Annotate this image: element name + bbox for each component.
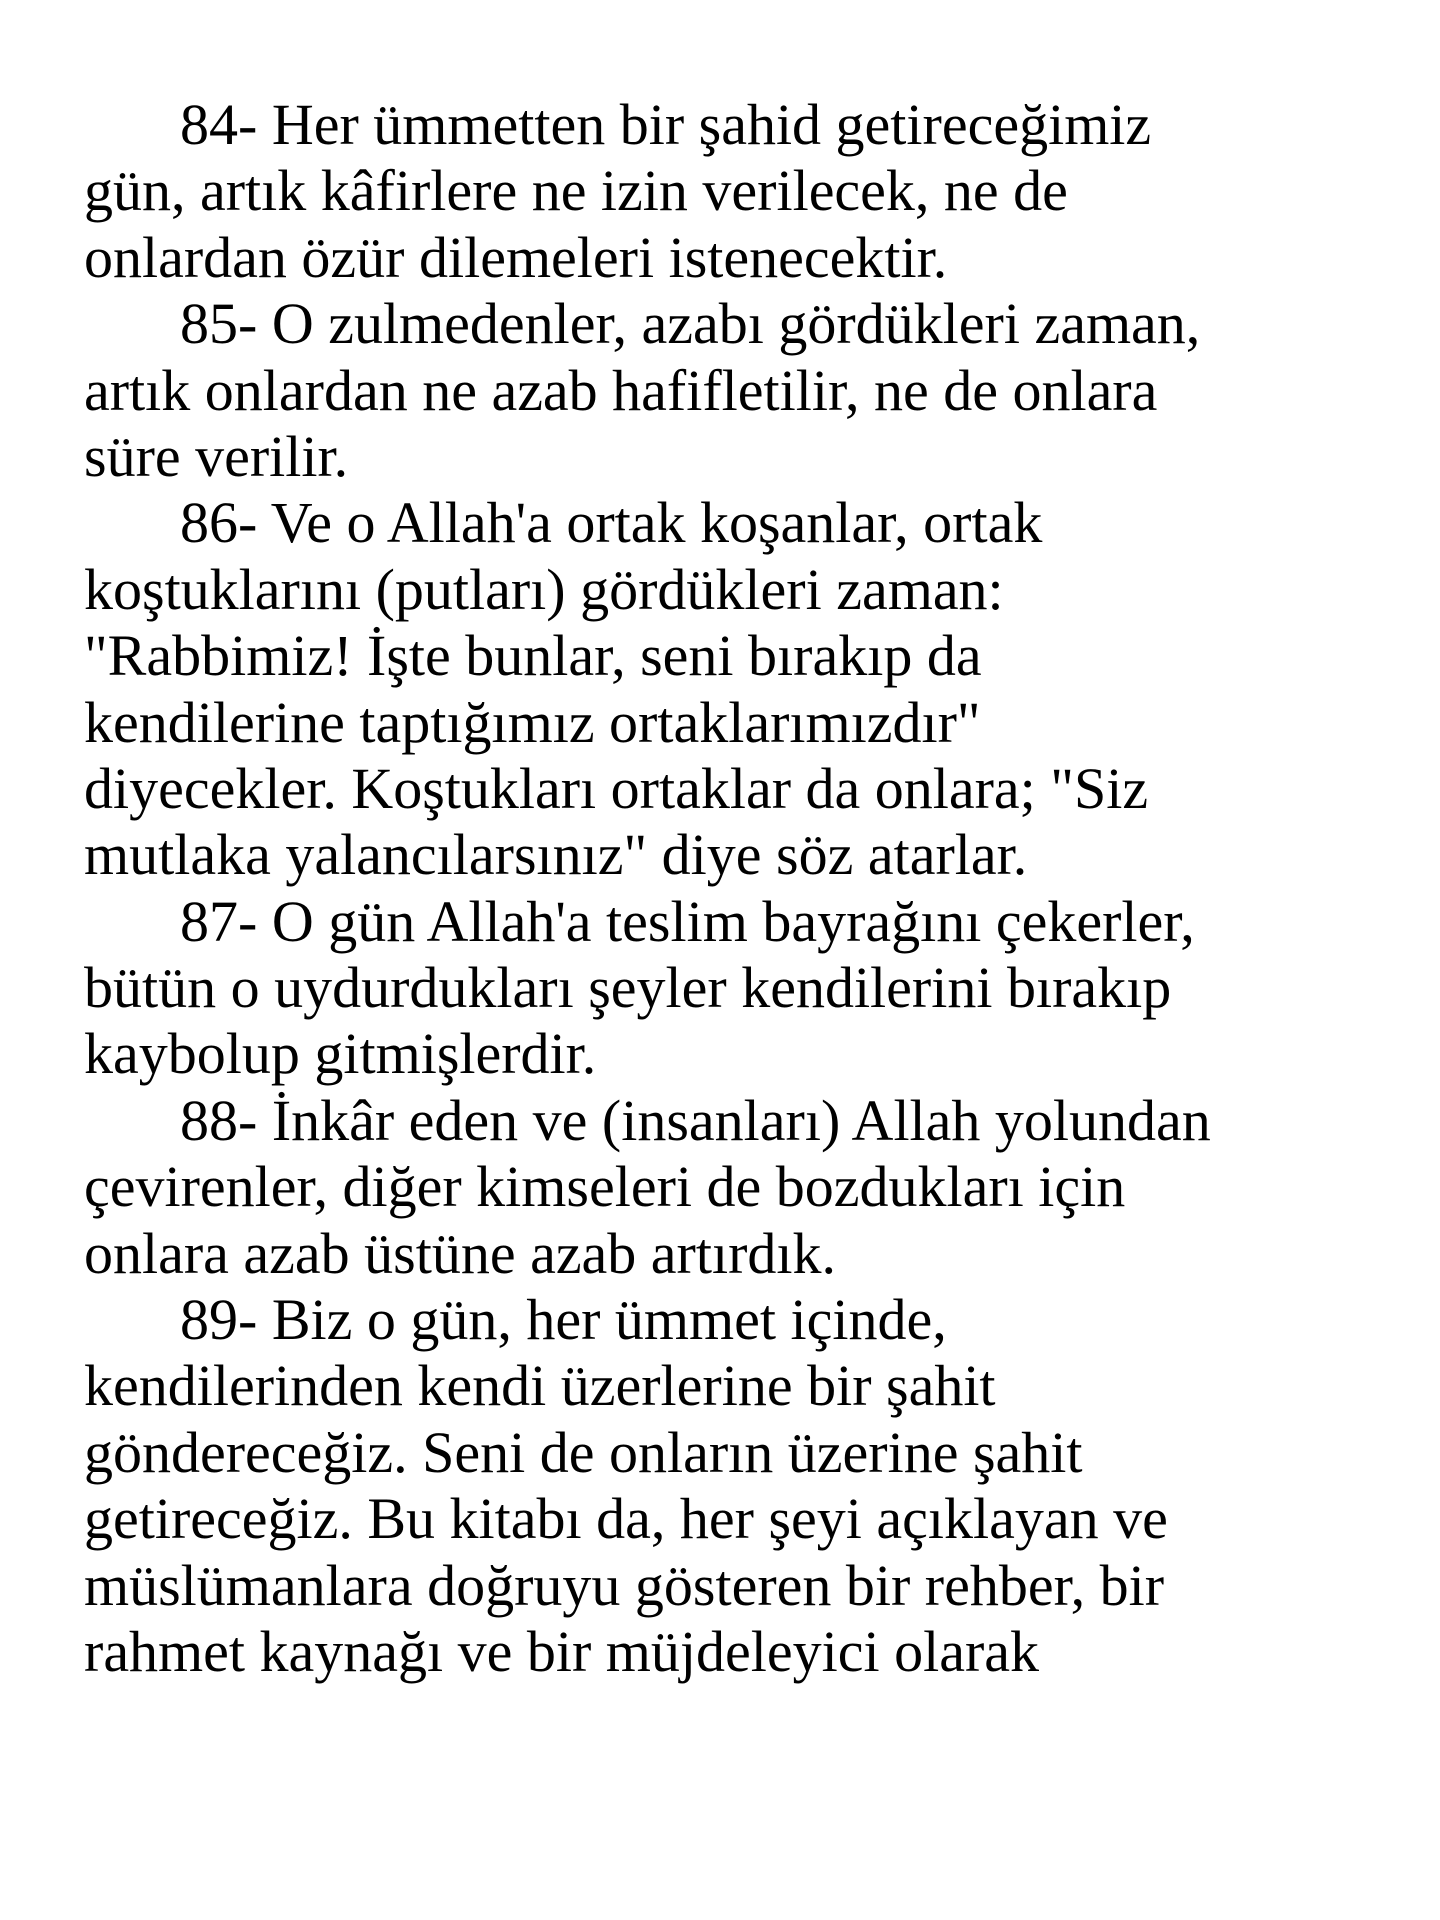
verse-line: kaybolup gitmişlerdir. bbox=[84, 1021, 597, 1087]
verse-line: bütün o uydurdukları şeyler kendilerini bırakıp bbox=[84, 955, 1172, 1021]
verse-line: süre verilir. bbox=[84, 423, 349, 489]
verse-line: mutlaka yalancılarsınız" diye söz atarlar. bbox=[84, 822, 1028, 888]
verse-line: 86- Ve o Allah'a ortak koşanlar, ortak bbox=[180, 490, 1043, 556]
verse-line: rahmet kaynağı ve bir müjdeleyici olarak bbox=[84, 1618, 1040, 1684]
verse-line: "Rabbimiz! İşte bunlar, seni bırakıp da bbox=[84, 623, 982, 689]
verse-line: onlara azab üstüne azab artırdık. bbox=[84, 1220, 837, 1286]
verse-line: 84- Her ümmetten bir şahid getireceğimiz bbox=[180, 92, 1152, 157]
document-page bbox=[84, 92, 1374, 1685]
verse-88 bbox=[84, 1088, 1374, 1287]
verse-line: 85- O zulmedenler, azabı gördükleri zaman, bbox=[180, 291, 1201, 357]
verse-line: onlardan özür dilemeleri istenecektir. bbox=[84, 224, 948, 290]
verse-line: müslümanlara doğruyu gösteren bir rehber, bir bbox=[84, 1552, 1165, 1618]
verse-line: gün, artık kâfirlere ne izin verilecek, ne de bbox=[84, 158, 1068, 224]
verse-line: artık onlardan ne azab hafifletilir, ne de onlara bbox=[84, 357, 1158, 423]
verse-line: çevirenler, diğer kimseleri de bozdukları için bbox=[84, 1154, 1126, 1220]
verse-line: 88- İnkâr eden ve (insanları) Allah yolundan bbox=[180, 1087, 1211, 1153]
verse-line: 89- Biz o gün, her ümmet içinde, bbox=[180, 1287, 947, 1353]
verse-line: getireceğiz. Bu kitabı da, her şeyi açıklayan ve bbox=[84, 1486, 1168, 1552]
verse-line: 87- O gün Allah'a teslim bayrağını çekerler, bbox=[180, 888, 1195, 954]
verse-89 bbox=[84, 1287, 1374, 1685]
verse-86 bbox=[84, 490, 1374, 888]
verse-line: kendilerine taptığımız ortaklarımızdır" bbox=[84, 689, 981, 755]
verse-85 bbox=[84, 291, 1374, 490]
verse-line: koştuklarını (putları) gördükleri zaman: bbox=[84, 556, 1004, 622]
verse-84 bbox=[84, 92, 1374, 291]
verse-87 bbox=[84, 889, 1374, 1088]
verse-line: diyecekler. Koştukları ortaklar da onlara; "Siz bbox=[84, 755, 1149, 821]
verse-line: göndereceğiz. Seni de onların üzerine şahit bbox=[84, 1419, 1083, 1485]
verse-line: kendilerinden kendi üzerlerine bir şahit bbox=[84, 1353, 996, 1419]
